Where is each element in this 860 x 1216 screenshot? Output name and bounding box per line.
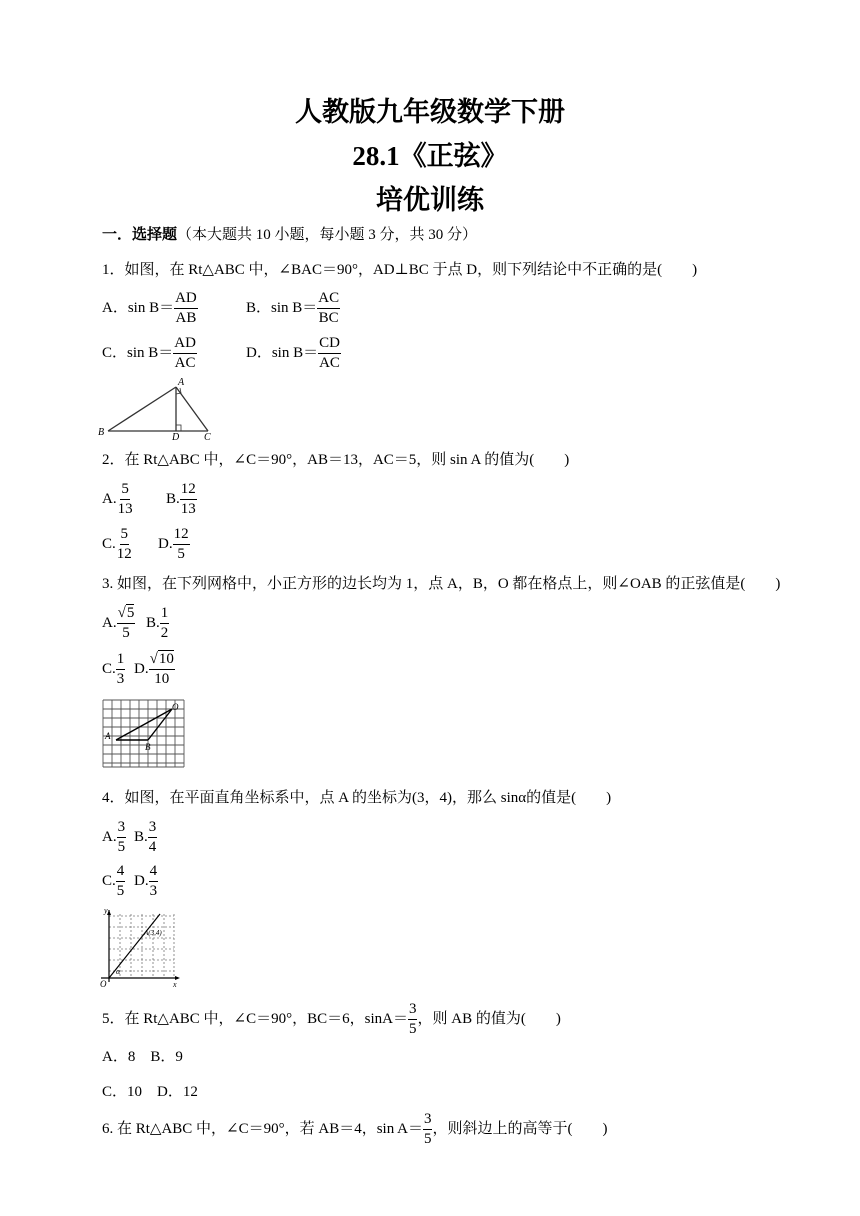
q4-c-denominator: 5 [116, 883, 125, 899]
q3-option-d [134, 650, 175, 689]
q5-stem-post: ，则 AB 的值为( ) [417, 1011, 561, 1027]
q2-a-numerator: 5 [120, 480, 130, 500]
q4-option-c [102, 862, 125, 901]
section-label: 一．选择题 [102, 227, 178, 243]
q1-option-d [246, 334, 341, 373]
q2-option-b [166, 480, 197, 519]
question-2-stem: 2．在 Rt△ABC 中，∠C＝90°，AB＝13，AC＝5，则 sin A 的值为( ) [102, 452, 570, 468]
q1-option-b-label: B．sin B＝ [246, 299, 318, 316]
page-title: 人教版九年级数学下册 [295, 97, 565, 127]
q6-denominator: 5 [423, 1131, 432, 1148]
q2-option-a [102, 480, 134, 519]
q4-d-denominator: 3 [149, 883, 158, 899]
q1-fig-label-c: C [204, 432, 211, 443]
sqrt-sign-icon: √ [117, 605, 126, 621]
q4-option-c-label: C. [102, 872, 116, 889]
q2-option-c-fraction [116, 525, 133, 564]
q3-c-denominator: 3 [116, 671, 125, 687]
page-subtitle: 28.1《正弦》 [352, 141, 508, 171]
page-subtitle-2: 培优训练 [376, 185, 484, 215]
q3-option-c-fraction [116, 650, 126, 689]
q2-option-a-fraction [117, 480, 134, 519]
q2-option-b-fraction [180, 480, 197, 519]
q1-option-d-label: D．sin B＝ [246, 344, 319, 361]
q1-fig-label-d: D [172, 432, 180, 443]
q4-b-numerator: 3 [148, 818, 158, 838]
q2-option-a-label: A. [102, 490, 117, 507]
q3-b-numerator: 1 [160, 604, 170, 624]
q3-option-a-fraction [117, 604, 136, 643]
q1-option-c [102, 334, 197, 373]
q3-grid-figure [100, 697, 188, 771]
q2-d-numerator: 12 [173, 525, 190, 545]
q1-d-numerator: CD [318, 334, 341, 354]
q4-option-b-label: B. [134, 828, 148, 845]
q4-b-denominator: 4 [148, 839, 157, 855]
q3-option-c-label: C. [102, 660, 116, 677]
q4-option-d-label: D. [134, 872, 149, 889]
q4-a-numerator: 3 [117, 818, 127, 838]
q5-denominator: 5 [408, 1021, 417, 1038]
q4-c-numerator: 4 [116, 862, 126, 882]
q1-triangle-figure [96, 374, 216, 444]
q4-a-denominator: 5 [117, 839, 126, 855]
q1-option-a-label: A．sin B＝ [102, 299, 175, 316]
q3-fig-label-o: O [172, 702, 179, 712]
q4-d-numerator: 4 [149, 862, 159, 882]
question-6-stem [102, 1110, 607, 1149]
q4-option-d-fraction [149, 862, 159, 901]
q4-option-b [134, 818, 157, 857]
q3-a-radicand: 5 [126, 605, 135, 621]
q2-b-numerator: 12 [180, 480, 197, 500]
q3-fig-label-a: A [105, 731, 111, 741]
q2-option-d [158, 525, 190, 564]
q4-fig-label-point-a: A(3,4) [144, 929, 162, 937]
q4-option-b-fraction [148, 818, 158, 857]
q1-c-denominator: AC [174, 355, 196, 371]
q3-a-denominator: 5 [122, 625, 130, 641]
q1-a-numerator: AD [174, 289, 198, 309]
q3-d-radicand: 10 [158, 651, 174, 667]
q3-option-c [102, 650, 125, 689]
q4-fig-label-alpha: α [116, 967, 121, 976]
q1-option-a [102, 289, 198, 328]
q4-option-c-fraction [116, 862, 126, 901]
q4-fig-label-o: O [100, 979, 107, 989]
q2-option-d-label: D. [158, 535, 173, 552]
q2-d-denominator: 5 [177, 546, 185, 562]
q3-option-a-label: A. [102, 614, 117, 631]
q2-option-c [102, 525, 133, 564]
section-heading [102, 226, 477, 244]
q6-stem-post: ，则斜边上的高等于( ) [432, 1121, 608, 1137]
question-5-stem [102, 1000, 561, 1039]
q4-coordinate-figure [96, 906, 182, 990]
q3-c-numerator: 1 [116, 650, 126, 670]
q2-option-d-fraction [173, 525, 190, 564]
q3-fig-label-b: B [145, 742, 151, 752]
q6-stem-pre: 6. 在 Rt△ABC 中，∠C＝90°，若 AB＝4，sin A＝ [102, 1121, 423, 1137]
q2-option-c-label: C. [102, 535, 116, 552]
q3-d-numerator [149, 650, 175, 670]
q3-d-denominator: 10 [154, 671, 170, 687]
q1-option-d-fraction [318, 334, 341, 373]
q4-option-d [134, 862, 158, 901]
q1-a-denominator: AB [175, 310, 197, 326]
q1-c-numerator: AD [173, 334, 197, 354]
q2-a-denominator: 13 [117, 501, 133, 517]
q3-b-denominator: 2 [160, 625, 169, 641]
q6-numerator: 3 [423, 1110, 433, 1130]
q4-option-a-fraction [117, 818, 127, 857]
q1-fig-label-b: B [98, 427, 105, 438]
section-note: （本大题共 10 小题，每小题 3 分，共 30 分） [177, 227, 478, 243]
q5-options-row-2: C．10 D．12 [102, 1084, 198, 1100]
sqrt-sign-icon: √ [149, 651, 158, 667]
q1-option-a-fraction [174, 289, 198, 328]
q4-fig-label-y: y [104, 906, 108, 915]
q2-c-numerator: 5 [120, 525, 130, 545]
q2-b-denominator: 13 [180, 501, 196, 517]
q2-c-denominator: 12 [116, 546, 132, 562]
q1-b-denominator: BC [318, 310, 339, 326]
q3-option-d-label: D. [134, 660, 149, 677]
q1-option-c-label: C．sin B＝ [102, 344, 174, 361]
q1-b-numerator: AC [317, 289, 340, 309]
q4-fig-label-x: x [173, 980, 177, 989]
q1-d-denominator: AC [319, 355, 340, 371]
q3-option-d-fraction [149, 650, 175, 689]
question-4-stem: 4．如图，在平面直角坐标系中，点 A 的坐标为(3，4)，那么 sinα的值是( ) [102, 790, 612, 806]
q5-numerator: 3 [408, 1000, 418, 1020]
q4-option-a [102, 818, 126, 857]
q3-option-b-label: B. [146, 614, 160, 631]
q5-options-row-1: A．8 B．9 [102, 1049, 183, 1065]
q4-option-a-label: A. [102, 828, 117, 845]
q1-option-c-fraction [173, 334, 197, 373]
question-1-stem: 1．如图，在 Rt△ABC 中，∠BAC＝90°，AD⊥BC 于点 D，则下列结论中不正确的是( ) [102, 262, 698, 278]
q1-option-b-fraction [317, 289, 340, 328]
q1-option-b [246, 289, 340, 328]
q1-fig-label-a: A [178, 377, 185, 388]
q2-option-b-label: B. [166, 490, 180, 507]
q3-option-b [146, 604, 169, 643]
q3-option-b-fraction [160, 604, 170, 643]
q3-a-numerator [117, 604, 136, 624]
q5-stem-pre: 5．在 Rt△ABC 中，∠C＝90°，BC＝6，sinA＝ [102, 1011, 408, 1027]
q3-option-a [102, 604, 135, 643]
question-3-stem: 3. 如图，在下列网格中，小正方形的边长均为 1，点 A，B，O 都在格点上，则∠OAB 的正弦值是( ) [102, 576, 781, 592]
